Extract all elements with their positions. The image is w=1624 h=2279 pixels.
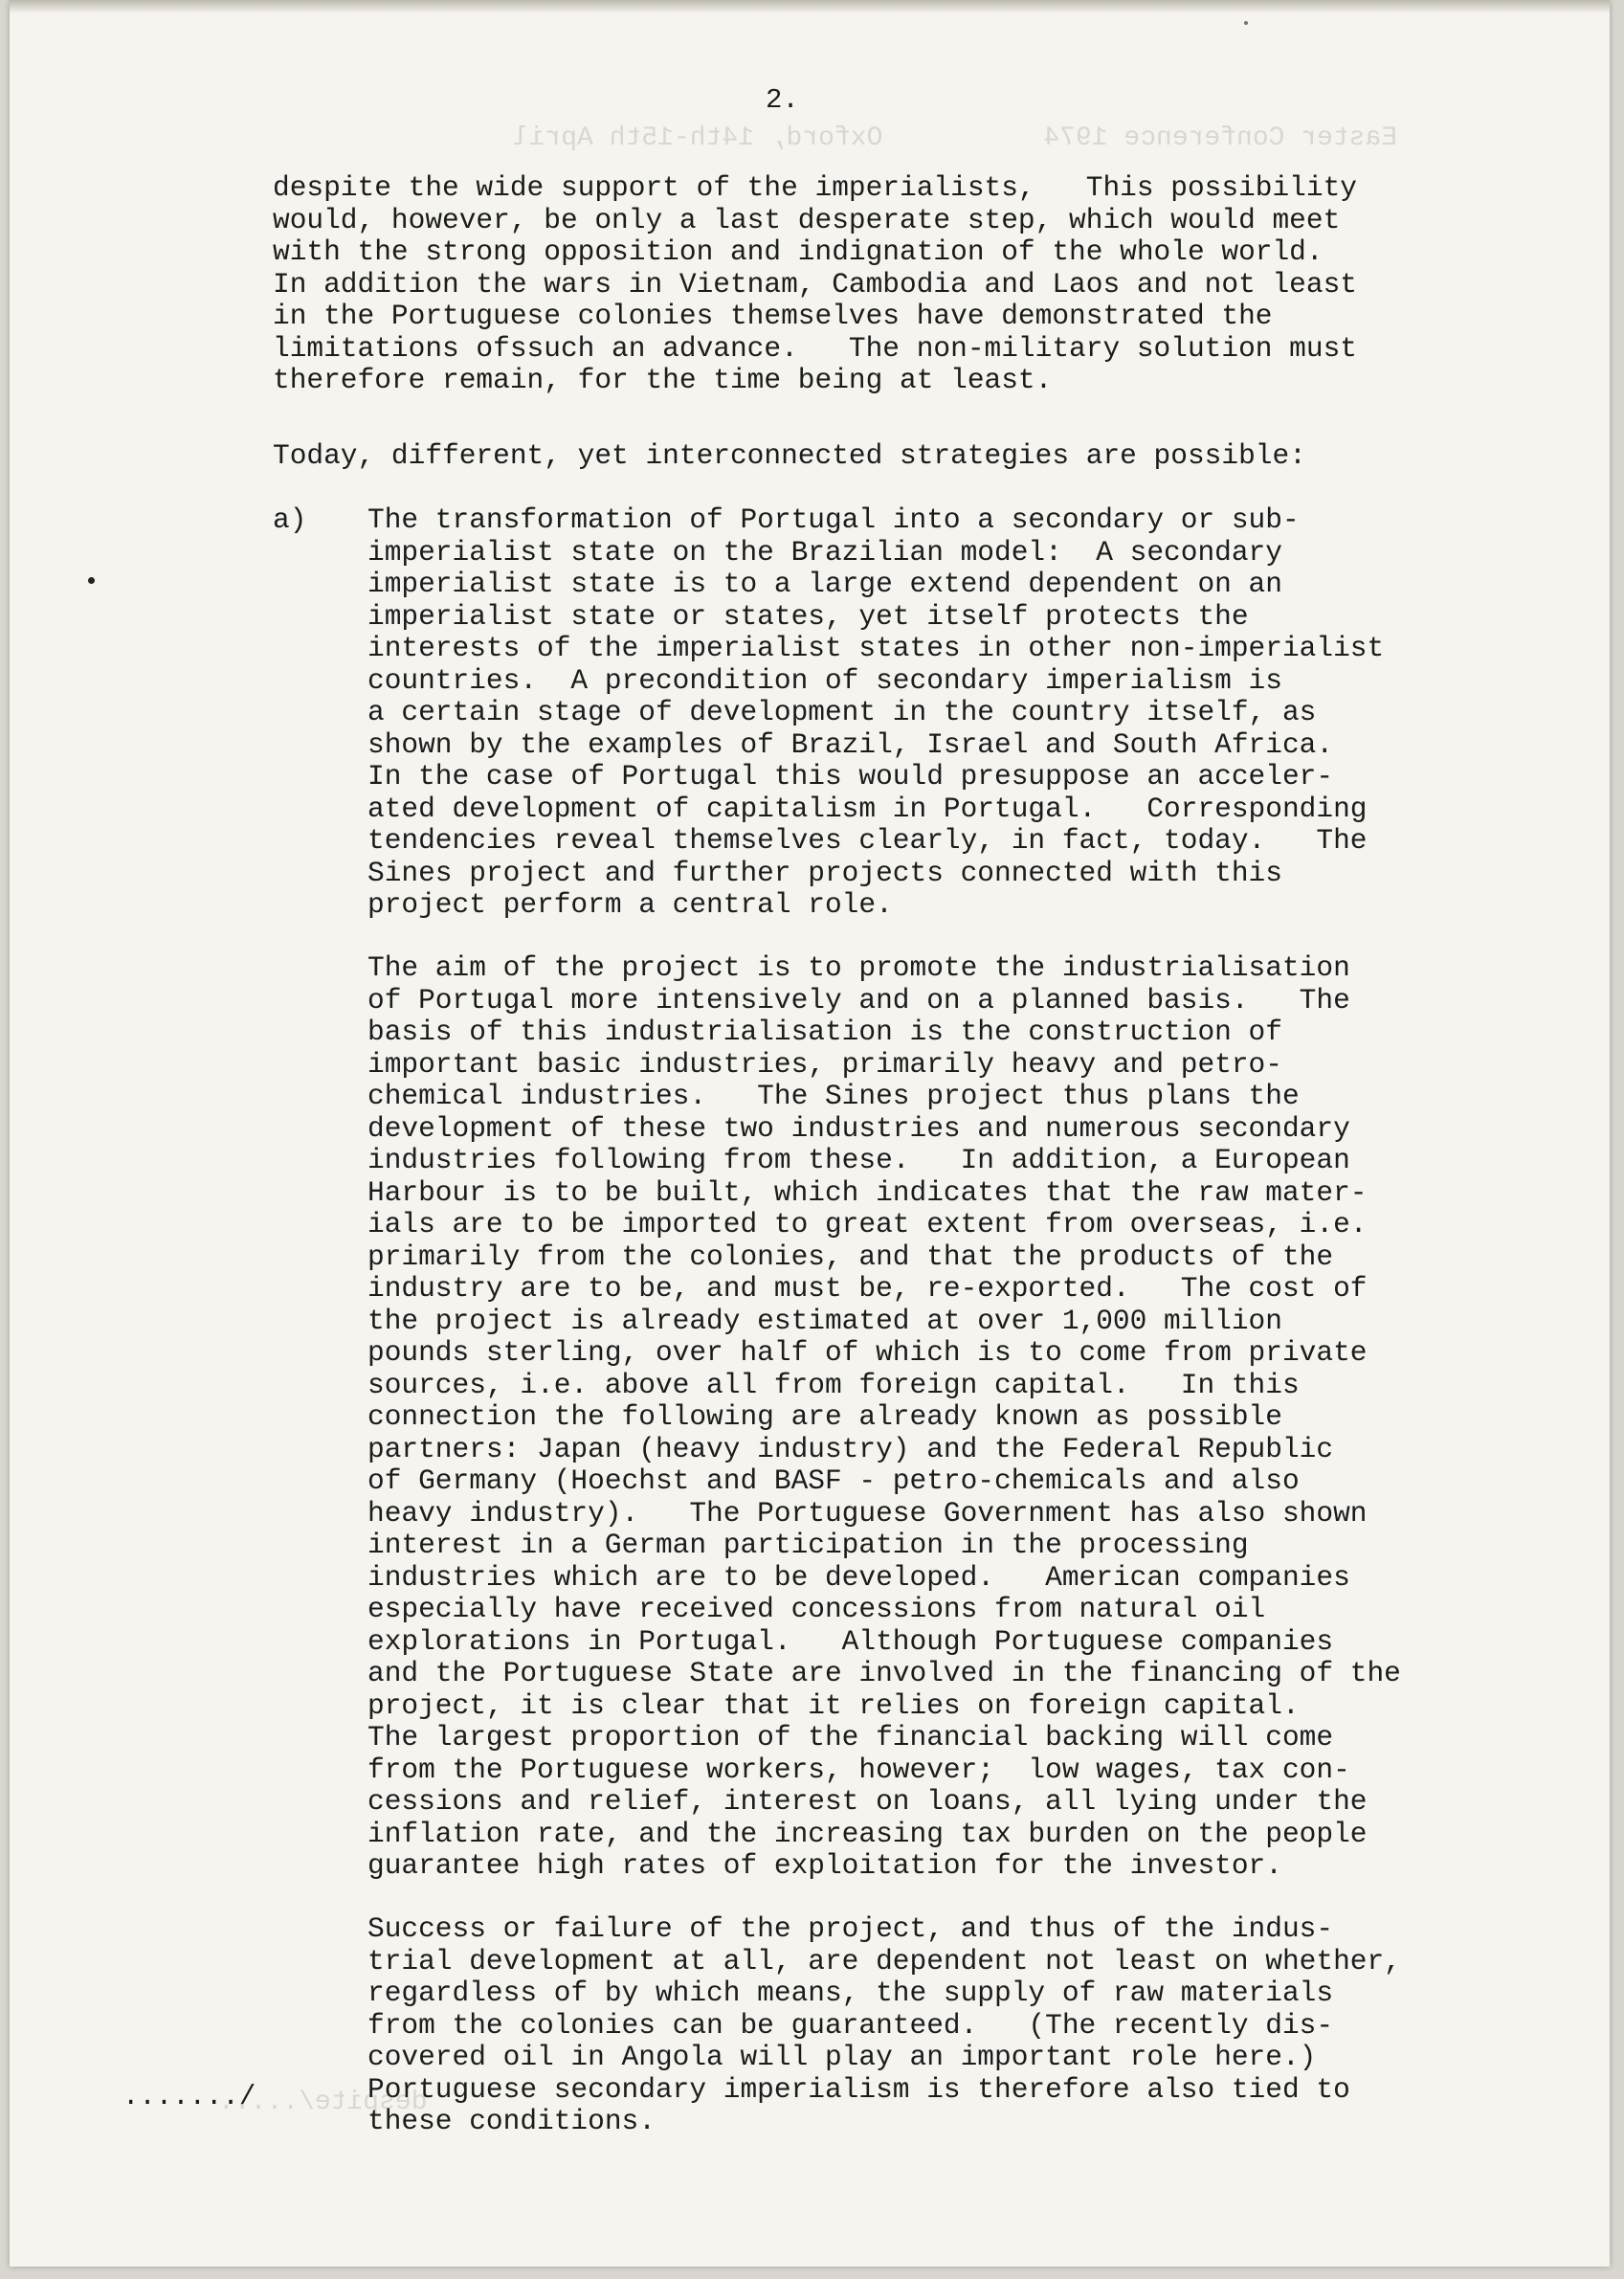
text-line: project, it is clear that it relies on foreign capital. [367, 1688, 1300, 1722]
text-line: The largest proportion of the financial backing will come [367, 1721, 1334, 1754]
list-item-a-paragraph-2 [367, 952, 1401, 1883]
list-item-a-paragraph-3 [367, 1913, 1401, 2138]
text-line: chemical industries. The Sines project thus plans the [367, 1080, 1300, 1112]
list-item-label-a: a) [273, 503, 307, 536]
text-line: The aim of the project is to promote the industrialisation [367, 951, 1350, 984]
text-line: countries. A precondition of secondary imperialism is [367, 663, 1282, 697]
text-line: imperialist state or states, yet itself protects the [367, 599, 1249, 633]
text-line: despite the wide support of the imperialists, This possibility [273, 171, 1357, 204]
text-line: covered oil in Angola will play an important role here.) [367, 2041, 1317, 2073]
text-line: inflation rate, and the increasing tax burden on the people [367, 1817, 1368, 1850]
text-line: In addition the wars in Vietnam, Cambodia and Laos and not least [273, 267, 1357, 301]
text-line: from the Portuguese workers, however; low wages, tax con- [367, 1753, 1350, 1786]
text-line: these conditions. [367, 2105, 656, 2137]
text-line: ated development of capitalism in Portugal. Corresponding [367, 792, 1368, 825]
text-line: imperialist state is to a large extend dependent on an [367, 568, 1282, 600]
show-through-footer: despite/..... [218, 2088, 428, 2117]
text-line: limitations ofssuch an advance. The non-military solution must [273, 331, 1357, 365]
text-line: cessions and relief, interest on loans, all lying under the [367, 1785, 1368, 1818]
text-line: Portuguese secondary imperialism is therefore also tied to [367, 2072, 1350, 2106]
text-line: partners: Japan (heavy industry) and the Federal Republic [367, 1432, 1334, 1465]
text-line: of Portugal more intensively and on a planned basis. The [367, 983, 1350, 1017]
text-line: would, however, be only a last desperate step, which would meet [273, 203, 1341, 236]
text-line: especially have received concessions from natural oil [367, 1593, 1266, 1625]
text-line: with the strong opposition and indignation of the whole world. [273, 235, 1324, 268]
ink-dot [88, 577, 95, 584]
text-line: basis of this industrialisation is the construction of [367, 1016, 1282, 1048]
text-line: sources, i.e. above all from foreign capital. In this [367, 1368, 1300, 1401]
text-line: pounds sterling, over half of which is to come from private [367, 1336, 1368, 1369]
ink-speck [1244, 21, 1248, 25]
show-through-header: Easter Conference 1974 Oxford, 14th-15th April [512, 123, 1397, 153]
page-top-edge [10, 0, 1610, 13]
text-line: tendencies reveal themselves clearly, in fact, today. The [367, 824, 1368, 857]
paragraph-strategies: Today, different, yet interconnected strategies are possible: [273, 439, 1306, 472]
text-line: and the Portuguese State are involved in the financing of the [367, 1657, 1401, 1689]
text-line: guarantee high rates of exploitation for the investor. [367, 1849, 1282, 1882]
text-line: Harbour is to be built, which indicates that the raw mater- [367, 1175, 1368, 1209]
text-line: primarily from the colonies, and that the products of the [367, 1240, 1334, 1273]
text-line: from the colonies can be guaranteed. (The recently dis- [367, 2008, 1334, 2042]
continuation-mark: ......./ [122, 2081, 256, 2112]
text-line: project perform a central role. [367, 888, 893, 921]
text-line: the project is already estimated at over 1,000 million [367, 1304, 1282, 1337]
paragraph-intro [273, 172, 1357, 397]
text-line: of Germany (Hoechst and BASF - petro-chemicals and also [367, 1464, 1300, 1497]
text-line: The transformation of Portugal into a secondary or sub- [367, 503, 1300, 536]
text-line: industries following from these. In addition, a European [367, 1144, 1350, 1176]
text-line: interest in a German participation in the processing [367, 1529, 1249, 1561]
text-line: shown by the examples of Brazil, Israel and South Africa. [367, 727, 1334, 761]
list-item-a-paragraph-1 [367, 504, 1384, 922]
text-line: explorations in Portugal. Although Portuguese companies [367, 1624, 1334, 1658]
text-line: trial development at all, are dependent not least on whether, [367, 1944, 1401, 1977]
text-line: regardless of by which means, the supply of raw materials [367, 1977, 1334, 2009]
text-line: industry are to be, and must be, re-exported. The cost of [367, 1272, 1368, 1305]
text-line: heavy industry). The Portuguese Government has also shown [367, 1496, 1368, 1530]
text-line: imperialist state on the Brazilian model: A secondary [367, 535, 1282, 569]
text-line: Success or failure of the project, and thus of the indus- [367, 1912, 1334, 1945]
text-line: development of these two industries and numerous secondary [367, 1111, 1350, 1145]
text-line: In the case of Portugal this would presuppose an acceler- [367, 760, 1334, 793]
text-line: connection the following are already known as possible [367, 1400, 1282, 1433]
text-line: Sines project and further projects connected with this [367, 856, 1282, 889]
text-line: in the Portuguese colonies themselves have demonstrated the [273, 300, 1273, 332]
page-number: 2. [766, 84, 799, 116]
text-line: interests of the imperialist states in other non-imperialist [367, 632, 1385, 664]
text-line: ials are to be imported to great extent from overseas, i.e. [367, 1208, 1368, 1240]
text-line: industries which are to be developed. American companies [367, 1560, 1350, 1594]
text-line: a certain stage of development in the country itself, as [367, 696, 1317, 728]
text-line: important basic industries, primarily heavy and petro- [367, 1047, 1282, 1081]
text-line: therefore remain, for the time being at least. [273, 364, 1053, 396]
